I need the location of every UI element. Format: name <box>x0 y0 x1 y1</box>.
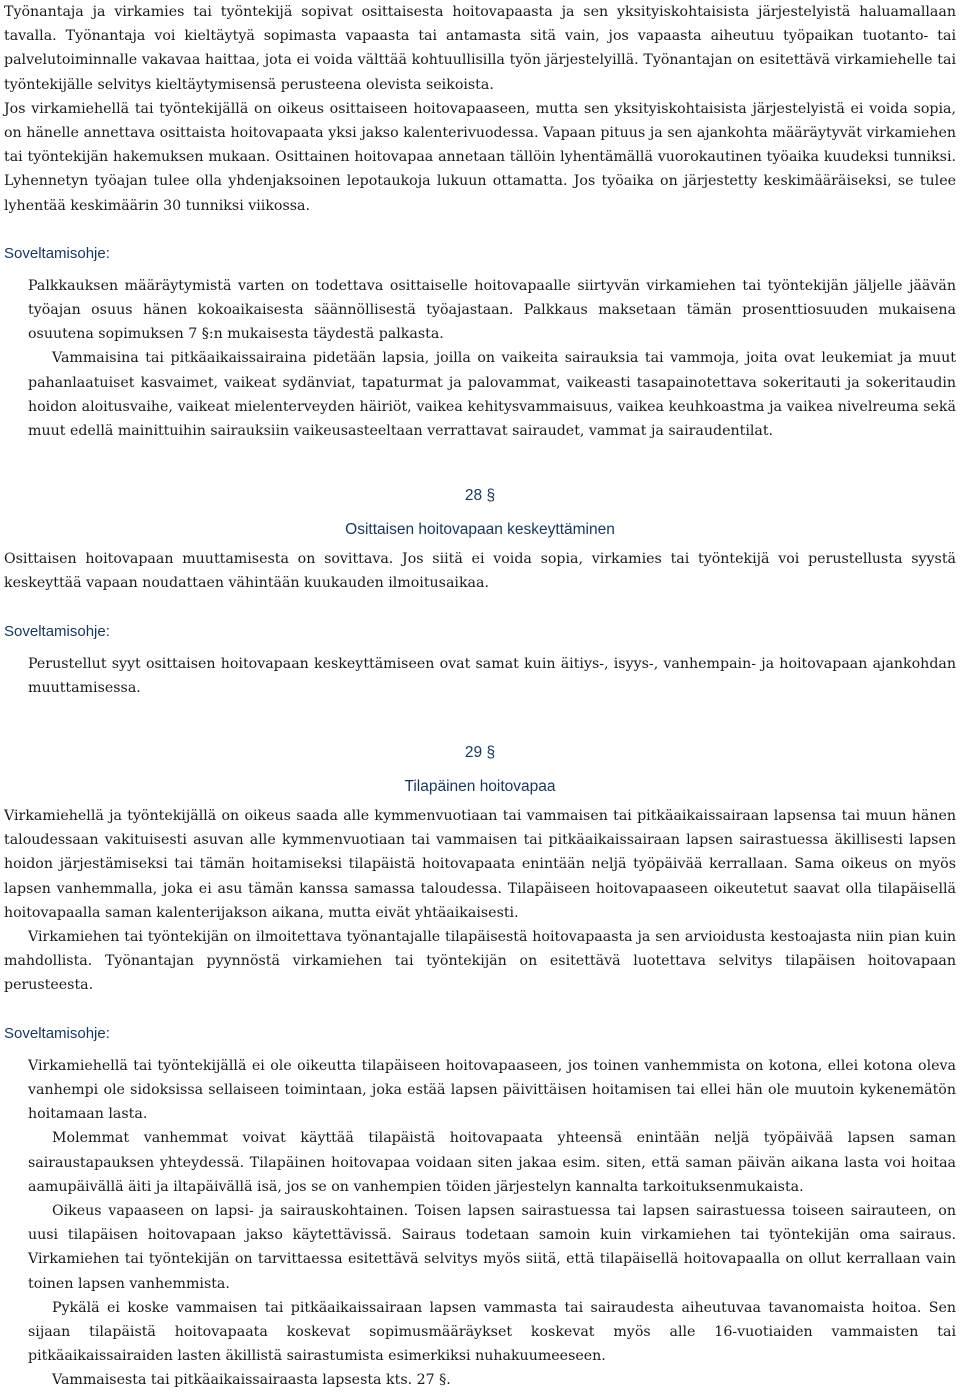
application-note-paragraph-2: Vammaisina tai pitkäaikaissairaina pidetään lapsia, joilla on vaikeita sairauksia tai vammoja, joita ovat leukemiat ja muut pahanlaatuiset kasvaimet, vaikeat sydänviat, tapaturmat ja palovammat, vaikeasti tasapainotettava sokeritauti ja sokeritaudin hoidon aloitusvaihe, vaikeat mielenterveyden häiriöt, vaikea kehitysvammaisuus, vaikea keuhkoastma ja vaikea nivelreuma sekä muut edellä mainittuihin sairauksiin vaikeusasteeltaan verrattavat sairaudet, vammat ja sairaudentilat. <box>28 350 956 440</box>
section-29-application-paragraph-3: Oikeus vapaaseen on lapsi- ja sairauskohtainen. Toisen lapsen sairastuessa tai lapsen sairastuessa toiseen sairauteen, on uusi tilapäisen hoitovapaan jakso käytettävissä. Sairaus todetaan samoin kuin virkamiehen tai työntekijän oma sairaus. Virkamiehen tai työntekijän on tarvittaessa esitettävä selvitys myös siitä, että tilapäisellä hoitovapaalla on ollut kerrallaan vain toinen lapsen vanhemmista. <box>28 1202 956 1292</box>
document-page <box>4 0 956 1393</box>
intro-paragraph-2: Jos virkamiehellä tai työntekijällä on oikeus osittaiseen hoitovapaaseen, mutta sen yksityiskohtaisista järjestelyistä ei voida sopia, on hänelle annettava osittaista hoitovapaata yksi jakso kalenterivuodessa. Vapaan pituus ja sen ajankohta määräytyvät virkamiehen tai työntekijän hakemuksen mukaan. Osittainen hoitovapaa annetaan tällöin lyhentämällä vuorokautinen työaika kuudeksi tunniksi. Lyhennetyn työajan tulee olla yhdenjaksoinen lepotaukoja lukuun ottamatta. Jos työaika on järjestetty keskimääräiseksi, se tulee lyhentää keskimäärin 30 tunniksi viikossa. <box>4 100 956 214</box>
section-29-title: Tilapäinen hoitovapaa <box>404 778 556 796</box>
section-29-number: 29 § <box>464 744 496 762</box>
section-29-paragraph-1: Virkamiehellä ja työntekijällä on oikeus saada alle kymmenvuotiaan tai vammaisen tai pitkäaikaissairaan lapsensa tai muun hänen taloudessaan vakituisesti asuvan alle kymmenvuotiaan tai vammaisen tai pitkäaikaissairaan lapsen sairastuessa äkillisesti lapsen hoidon järjestämiseksi tai tämän hoitamiseksi tilapäistä hoitovapaata enintään neljä työpäivää kerrallaan. Sama oikeus on myös lapsen vanhemmalla, joka ei asu tämän kanssa samassa taloudessa. Tilapäiseen hoitovapaaseen oikeutetut saavat olla tilapäisellä hoitovapaalla saman kalenterijakson aikana, mutta eivät yhtäaikaisesti. <box>4 808 956 921</box>
section-28-application-paragraph-1: Perustellut syyt osittaisen hoitovapaan keskeyttämiseen ovat samat kuin äitiys-, isyys-, vanhempain- ja hoitovapaan ajankohdan muuttamisessa. <box>28 655 956 696</box>
section-28-title: Osittaisen hoitovapaan keskeyttäminen <box>345 521 615 539</box>
section-29-paragraph-2: Virkamiehen tai työntekijän on ilmoitettava työnantajalle tilapäisestä hoitovapaasta ja sen arvioidusta kestoajasta niin pian kuin mahdollista. Työnantajan pyynnöstä virkamiehen tai työntekijän on esitettävä luotettava selvitys tilapäisen hoitovapaan perusteesta. <box>4 929 956 994</box>
section-28-paragraph-1: Osittaisen hoitovapaan muuttamisesta on sovittava. Jos siitä ei voida sopia, virkamies tai työntekijä voi perustellusta syystä keskeyttää vapaan noudattaen vähintään kuukauden ilmoitusaikaa. <box>4 551 956 592</box>
section-29-application-heading: Soveltamisohje: <box>4 1024 110 1042</box>
application-note-paragraph-1: Palkkauksen määräytymistä varten on todettava osittaiselle hoitovapaalle siirtyvän virkamiehen tai työntekijän jäljelle jäävän työajan osuus hänen kokoaikaisesta säännöllisestä työajastaan. Palkkaus maksetaan tämän prosenttiosuuden mukaisena osuutena sopimuksen 7 §:n mukaisesta täydestä palkasta. <box>28 277 956 343</box>
section-29-application-paragraph-5: Vammaisesta tai pitkäaikaissairaasta lapsesta kts. 27 §. <box>52 1372 451 1389</box>
section-29-application-paragraph-1: Virkamiehellä tai työntekijällä ei ole oikeutta tilapäiseen hoitovapaaseen, jos toinen vanhemmista on kotona, ellei kotona oleva vanhempi ole sidoksissa sellaiseen toimintaan, joka estää lapsen päivittäisen hoitamisen tai ellei hän ole muutoin kykenemätön hoitamaan lasta. <box>28 1057 956 1123</box>
section-29-application-paragraph-4: Pykälä ei koske vammaisen tai pitkäaikaissairaan lapsen vammasta tai sairaudesta aiheutuvaa tavanomaista hoitoa. Sen sijaan tilapäistä hoitovapaata koskevat sopimusmääräykset koskevat myös alle 16-vuotiaiden vammaisten tai pitkäaikaissairaiden lasten äkillistä sairastumista esimerkiksi nuhakuumeeseen. <box>28 1299 956 1365</box>
application-note-heading: Soveltamisohje: <box>4 244 110 262</box>
section-28-number: 28 § <box>464 487 496 505</box>
section-28-application-heading: Soveltamisohje: <box>4 622 110 640</box>
section-29-application-paragraph-2: Molemmat vanhemmat voivat käyttää tilapäistä hoitovapaata yhteensä enintään neljä työpäivää lapsen saman sairaustapauksen yhteydessä. Tilapäinen hoitovapaa voidaan siten jakaa esim. siten, että saman päivän aikana lasta voi hoitaa aamupäivällä äiti ja iltapäivällä isä, jos se on vanhempien töiden järjestelyn kannalta tarkoituksenmukaista. <box>28 1130 956 1195</box>
intro-paragraph-1: Työnantaja ja virkamies tai työntekijä sopivat osittaisesta hoitovapaasta ja sen yksityiskohtaisista järjestelyistä haluamallaan tavalla. Työnantaja voi kieltäytyä sopimasta vapaasta tai antamasta sitä vain, jos vapaasta aiheutuu työpaikan tuotanto- tai palvelutoiminnalle vakavaa haittaa, jota ei voida välttää kohtuullisilla työn järjestelyillä. Työnantajan on esitettävä virkamiehelle tai työntekijälle selvitys kieltäytymisensä perusteena olevista seikoista. <box>4 4 956 93</box>
